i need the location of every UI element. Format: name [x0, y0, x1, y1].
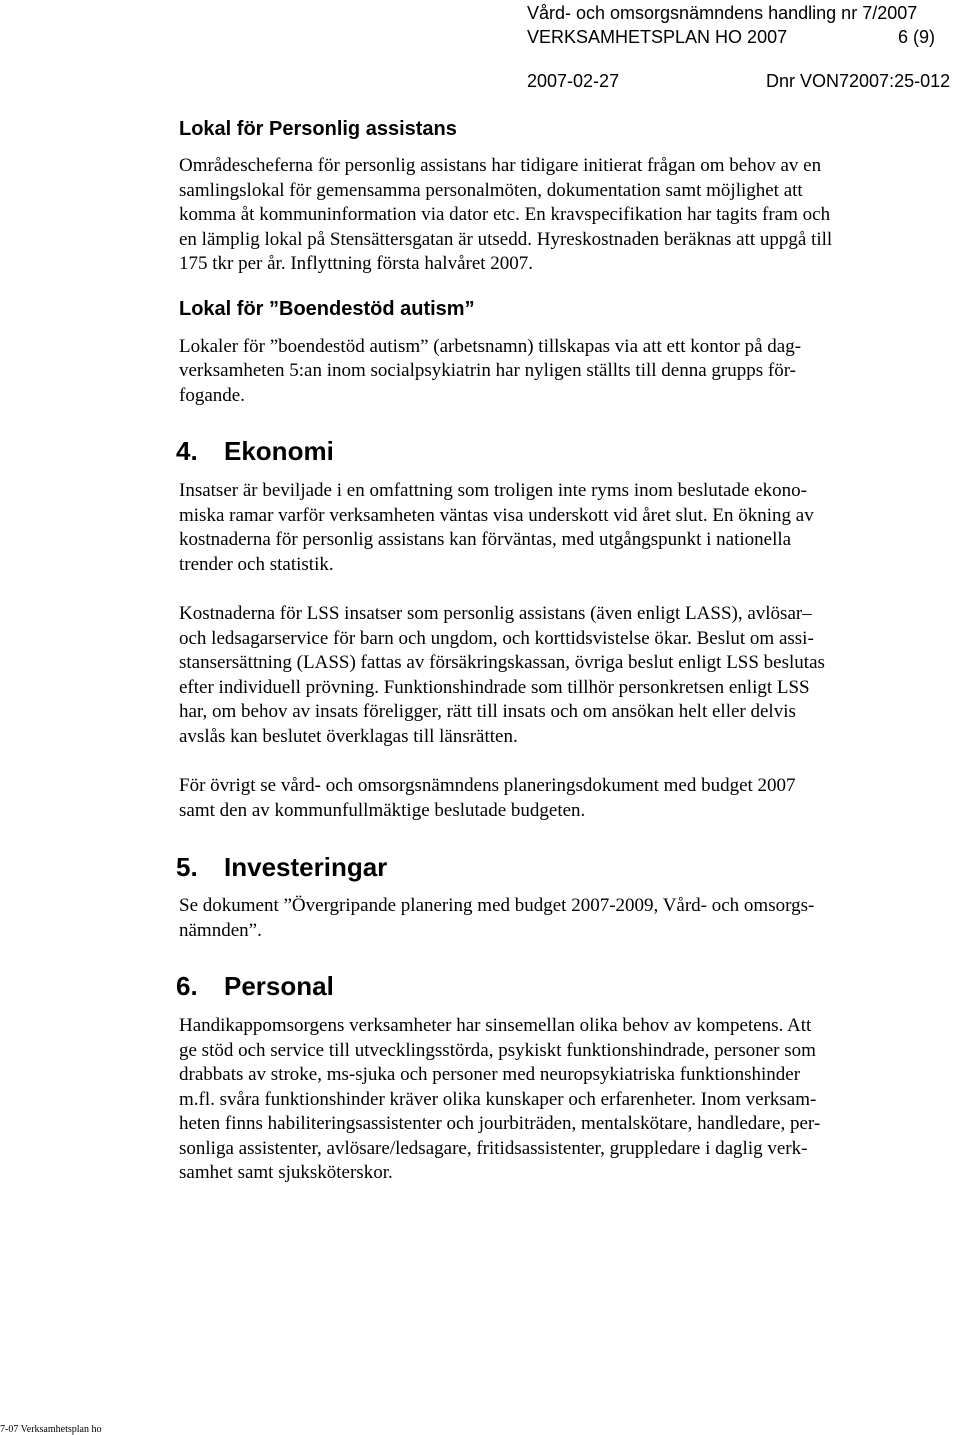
paragraph-ekonomi-1	[179, 479, 939, 577]
page-number: 6 (9)	[898, 27, 936, 47]
text-line: avslås kan beslutet överklagas till länsrätten.	[179, 725, 518, 747]
text-line: 175 tkr per år. Inflyttning första halvåret 2007.	[179, 253, 534, 274]
text-line: Insatser är beviljade i en omfattning som troligen inte ryms inom beslutade ekono-	[179, 480, 807, 501]
text-line: sonliga assistenter, avlösare/ledsagare, fritidsassistenter, gruppledare i daglig verk-	[179, 1137, 808, 1159]
text-line: Handikappomsorgens verksamheter har sinsemellan olika behov av kompetens. Att	[179, 1015, 812, 1036]
text-line: ge stöd och service till utvecklingsstörda, psykiskt funktionshindrade, personer som	[179, 1039, 816, 1061]
section-title: Personal	[224, 971, 334, 1001]
text-line: verksamheten 5:an inom socialpsykiatrin har nyligen ställts till denna grupps för-	[179, 360, 796, 381]
text-line: en lämplig lokal på Stensättersgatan är utsedd. Hyreskostnaden beräknas att uppgå till	[179, 228, 833, 250]
paragraph-ekonomi-3	[179, 774, 939, 823]
document-title: Vård- och omsorgsnämndens handling nr 7/2007	[527, 3, 918, 23]
section-heading-personlig-assistans: Lokal för Personlig assistans	[179, 118, 457, 140]
document-body	[176, 116, 939, 1186]
text-line: heten finns habiliteringsassistenter och jourbiträden, mentalskötare, handledare, per-	[179, 1113, 821, 1134]
section-heading-boendestod: Lokal för ”Boendestöd autism”	[179, 297, 475, 320]
paragraph-investeringar	[179, 894, 939, 943]
text-line: miska ramar varför verksamheten väntas visa underskott vid året slut. En ökning av	[179, 504, 814, 526]
diary-number: Dnr VON72007:25-012	[766, 71, 951, 91]
text-line: drabbats av stroke, ms-sjuka och personer med neuropsykiatriska funktionshinder	[179, 1064, 801, 1085]
section-heading-ekonomi	[176, 436, 939, 466]
text-line: komma åt kommuninformation via dator etc. En kravspecifikation har tagits fram och	[179, 204, 831, 225]
section-number: 4.	[176, 436, 198, 466]
section-title: Ekonomi	[224, 436, 334, 466]
text-line: För övrigt se vård- och omsorgsnämndens planeringsdokument med budget 2007	[179, 775, 796, 796]
text-line: kostnaderna för personlig assistans kan förväntas, med utgångspunkt i nationella	[179, 529, 792, 550]
text-line: samt den av kommunfullmäktige beslutade budgeten.	[179, 799, 586, 821]
document-date: 2007-02-27	[527, 71, 620, 91]
text-line: och ledsagarservice för barn och ungdom, och korttidsvistelse ökar. Beslut om assi-	[179, 627, 814, 649]
paragraph-personal	[179, 1014, 939, 1186]
text-line: nämnden”.	[179, 919, 262, 941]
section-number: 5.	[176, 852, 198, 882]
text-line: Lokaler för ”boendestöd autism” (arbetsnamn) tillskapas via att ett kontor på dag-	[179, 335, 802, 357]
section-heading-personal	[176, 971, 939, 1001]
text-line: stansersättning (LASS) fattas av försäkringskassan, övriga beslut enligt LSS beslutas	[179, 652, 825, 673]
text-line: Områdescheferna för personlig assistans har tidigare initierat frågan om behov av en	[179, 155, 822, 176]
page-footer: 7-07 Verksamhetsplan ho	[0, 1424, 102, 1435]
text-line: samlingslokal för gemensamma personalmöten, dokumentation samt möjlighet att	[179, 179, 803, 201]
text-line: fogande.	[179, 384, 245, 406]
paragraph-boendestod	[179, 335, 939, 409]
text-line: efter individuell prövning. Funktionshindrade som tillhör personkretsen enligt LSS	[179, 676, 810, 698]
text-line: m.fl. svåra funktionshinder kräver olika kunskaper och erfarenheter. Inom verksam-	[179, 1088, 817, 1110]
text-line: trender och statistik.	[179, 553, 334, 575]
paragraph-personlig-assistans	[179, 154, 939, 277]
section-title: Investeringar	[224, 852, 388, 882]
text-line: Se dokument ”Övergripande planering med budget 2007-2009, Vård- och omsorgs-	[179, 895, 815, 916]
text-line: Kostnaderna för LSS insatser som personlig assistans (även enligt LASS), avlösar–	[179, 603, 812, 624]
paragraph-ekonomi-2	[179, 602, 939, 749]
text-line: samhet samt sjuksköterskor.	[179, 1162, 393, 1183]
text-line: har, om behov av insats föreligger, rätt till insats och om ansökan helt eller delvis	[179, 701, 796, 722]
document-subtitle: VERKSAMHETSPLAN HO 2007	[527, 27, 788, 47]
section-number: 6.	[176, 971, 198, 1001]
section-heading-investeringar	[176, 852, 939, 882]
